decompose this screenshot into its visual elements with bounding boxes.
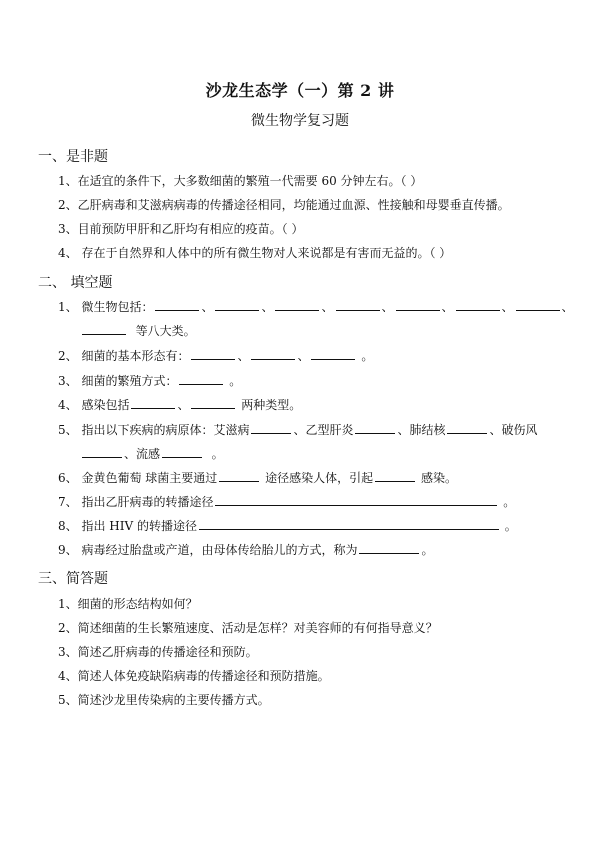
separator: 、	[321, 300, 334, 314]
blank	[311, 347, 355, 360]
fill-q5-b: 、乙型肝炎	[293, 423, 354, 437]
blank	[275, 298, 319, 311]
fill-q5-e: 、流感	[124, 447, 161, 461]
tf-question-1: 1、在适宜的条件下，大多数细菌的繁殖一代需要 60 分钟左右。（ ）	[58, 174, 423, 188]
separator: 、	[441, 300, 454, 314]
fill-question-7	[58, 493, 515, 510]
separator: 、	[381, 300, 394, 314]
fill-question-2	[58, 347, 373, 364]
end: 。	[229, 374, 242, 388]
fill-question-5-line1	[58, 421, 538, 438]
end: 。	[503, 495, 516, 509]
fill-question-1-line2	[80, 322, 196, 339]
blank	[215, 493, 497, 506]
short-answer-question-5: 5、简述沙龙里传染病的主要传播方式。	[58, 693, 270, 707]
end: 两种类型。	[241, 398, 302, 412]
separator: 、	[237, 349, 250, 363]
section-true-false-heading: 一、是非题	[38, 149, 108, 165]
blank	[219, 469, 259, 482]
fill-q4-text: 4、 感染包括	[58, 398, 130, 412]
fill-question-9	[58, 541, 433, 558]
end: 感染。	[420, 471, 457, 485]
document-title: 沙龙生态学（一）第 2 讲	[205, 81, 395, 100]
blank	[336, 298, 380, 311]
fill-question-8	[58, 517, 517, 534]
fill-question-5-line2	[80, 445, 224, 462]
fill-q8-text: 8、 指出 HIV 的转播途径	[58, 519, 197, 533]
separator: 、	[177, 398, 190, 412]
blank	[355, 421, 395, 434]
separator: 、	[561, 300, 574, 314]
fill-q2-text: 2、 细菌的基本形态有：	[58, 349, 190, 363]
blank	[191, 347, 235, 360]
fill-q1-end: 等八大类。	[135, 324, 196, 338]
fill-question-6	[58, 469, 457, 486]
section-fill-blank-heading: 二、 填空题	[38, 275, 113, 291]
fill-q3-text: 3、 细菌的繁殖方式：	[58, 374, 178, 388]
short-answer-question-3: 3、简述乙肝病毒的传播途径和预防。	[58, 645, 258, 659]
blank	[179, 372, 223, 385]
blank	[131, 396, 175, 409]
fill-q6-text: 6、 金黄色葡萄 球菌主要通过	[58, 471, 218, 485]
blank	[82, 445, 122, 458]
end: 。	[211, 447, 224, 461]
fill-q6-b: 途径感染人体，引起	[265, 471, 374, 485]
end: 。	[421, 543, 434, 557]
blank	[516, 298, 560, 311]
fill-q5-text: 5、 指出以下疾病的病原体：艾滋病	[58, 423, 250, 437]
separator: 、	[501, 300, 514, 314]
blank	[456, 298, 500, 311]
tf-question-3: 3、目前预防甲肝和乙肝均有相应的疫苗。（ ）	[58, 222, 304, 236]
blank	[155, 298, 199, 311]
short-answer-question-1: 1、细菌的形态结构如何？	[58, 597, 198, 611]
blank	[215, 298, 259, 311]
fill-question-1-line1	[58, 298, 574, 315]
document-subtitle: 微生物学复习题	[251, 113, 349, 129]
blank	[396, 298, 440, 311]
fill-question-4	[58, 396, 301, 413]
fill-q7-text: 7、 指出乙肝病毒的转播途径	[58, 495, 214, 509]
fill-question-3	[58, 372, 241, 389]
end: 。	[504, 519, 517, 533]
blank	[375, 469, 415, 482]
short-answer-question-4: 4、简述人体免疫缺陷病毒的传播途径和预防措施。	[58, 669, 330, 683]
fill-q5-d: 、破伤风	[489, 423, 538, 437]
separator: 、	[261, 300, 274, 314]
blank	[359, 541, 419, 554]
fill-q5-c: 、肺结核	[397, 423, 446, 437]
short-answer-question-2: 2、简述细菌的生长繁殖速度、活动是怎样？对美容师的有何指导意义？	[58, 621, 438, 635]
blank	[447, 421, 487, 434]
blank	[162, 445, 202, 458]
blank	[251, 421, 291, 434]
blank	[191, 396, 235, 409]
end: 。	[361, 349, 374, 363]
blank	[251, 347, 295, 360]
blank	[82, 322, 126, 335]
tf-question-2: 2、乙肝病毒和艾滋病病毒的传播途径相同，均能通过血源、性接触和母婴垂直传播。	[58, 198, 510, 212]
separator: 、	[297, 349, 310, 363]
fill-q9-text: 9、 病毒经过胎盘或产道，由母体传给胎儿的方式，称为	[58, 543, 358, 557]
tf-question-4: 4、 存在于自然界和人体中的所有微生物对人来说都是有害而无益的。（ ）	[58, 246, 452, 260]
separator: 、	[201, 300, 214, 314]
blank	[199, 517, 499, 530]
section-short-answer-heading: 三、简答题	[38, 571, 108, 587]
fill-q1-text: 1、 微生物包括：	[58, 300, 154, 314]
